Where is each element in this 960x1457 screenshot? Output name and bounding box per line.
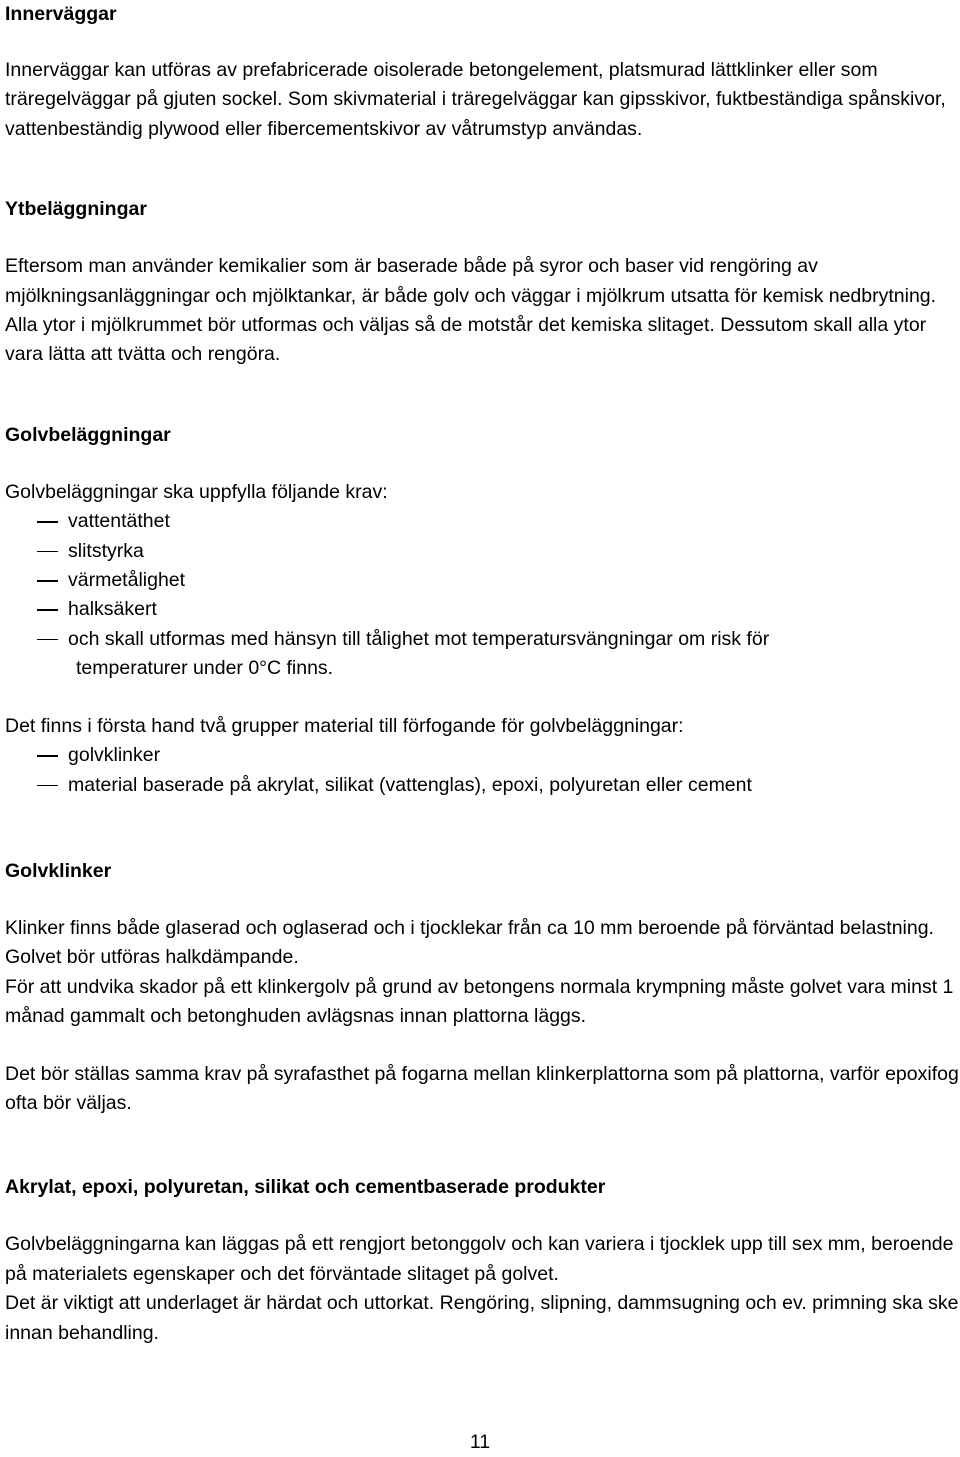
heading-ytbelaggningar: Ytbeläggningar (5, 198, 147, 221)
heading-innervaggar: Innerväggar (5, 3, 117, 25)
paragraph-innervaggar: Innerväggar kan utföras av prefabricerade oisolerade betongelement, platsmurad lättklinker eller som träregelväggar på gjuten sockel. Som skivmaterial i träregelväggar kan gipsskivor, fuktbeständiga spånskivor, vattenbeständig plywood eller fibercementskivor av våtrumstyp användas. (5, 59, 946, 140)
paragraph-golvbelaggningar-intro: Golvbeläggningar ska uppfylla följande krav: (5, 480, 388, 503)
heading-golvklinker: Golvklinker (5, 859, 112, 882)
paragraph-golvklinker-1a: Klinker finns både glaserad och oglaserad och i tjocklekar från ca 10 mm beroende på förväntad belastning. Golvet bör utföras halkdämpande. (5, 916, 934, 969)
dash-bullet-icon (37, 639, 58, 641)
list-item: vattentäthet (5, 507, 960, 536)
dash-bullet-icon (37, 755, 58, 757)
dash-bullet-icon (37, 609, 58, 611)
material-groups-list (5, 741, 960, 800)
list-item: och skall utformas med hänsyn till tålighet mot temperatursvängningar om risk för temperaturer under 0°C finns. (5, 625, 960, 684)
list-item: material baserade på akrylat, silikat (vattenglas), epoxi, polyuretan eller cement (5, 771, 960, 800)
list-item: värmetålighet (5, 566, 960, 595)
list-item: golvklinker (5, 741, 960, 770)
list-item-continuation: temperaturer under 0°C finns. (76, 657, 334, 680)
paragraph-produkter-2: Det är viktigt att underlaget är härdat och uttorkat. Rengöring, slipning, dammsugning och ev. primning ska ske innan behandling. (5, 1292, 959, 1344)
paragraph-ytbelaggningar: Eftersom man använder kemikalier som är baserade både på syror och baser vid rengöring av mjölkningsanläggningar och mjölktankar, är både golv och väggar i mjölkrum utsatta för kemisk nedbrytning. Alla ytor i mjölkrummet bör utformas och väljas så de motstår det kemiska slitaget. Dessutom skall alla ytor vara lätta att tvätta och rengöra. (5, 255, 937, 366)
document-page (5, 0, 960, 1348)
page-number: 11 (469, 1431, 491, 1453)
dash-bullet-icon (37, 551, 58, 553)
heading-golvbelaggningar: Golvbeläggningar (5, 423, 171, 446)
paragraph-groups-intro: Det finns i första hand två grupper material till förfogande för golvbeläggningar: (5, 714, 684, 737)
heading-produkter: Akrylat, epoxi, polyuretan, silikat och cementbaserade produkter (5, 1176, 606, 1199)
dash-bullet-icon (37, 521, 58, 523)
list-item: slitstyrka (5, 537, 960, 566)
paragraph-golvklinker-2: Det bör ställas samma krav på syrafasthet på fogarna mellan klinkerplattorna som på plattorna, varför epoxifog ofta bör väljas. (5, 1062, 959, 1114)
paragraph-produkter-1: Golvbeläggningarna kan läggas på ett rengjort betonggolv och kan variera i tjocklek upp till sex mm, beroende på materialets egenskaper och det förväntade slitaget på golvet. (5, 1233, 954, 1285)
paragraph-golvklinker-1b: För att undvika skador på ett klinkergolv på grund av betongens normala krympning måste golvet vara minst 1 månad gammalt och betonghuden avlägsnas innan plattorna läggs. (5, 975, 954, 1028)
list-item: halksäkert (5, 595, 960, 624)
requirements-list (5, 507, 960, 683)
dash-bullet-icon (37, 580, 58, 582)
dash-bullet-icon (37, 785, 58, 787)
